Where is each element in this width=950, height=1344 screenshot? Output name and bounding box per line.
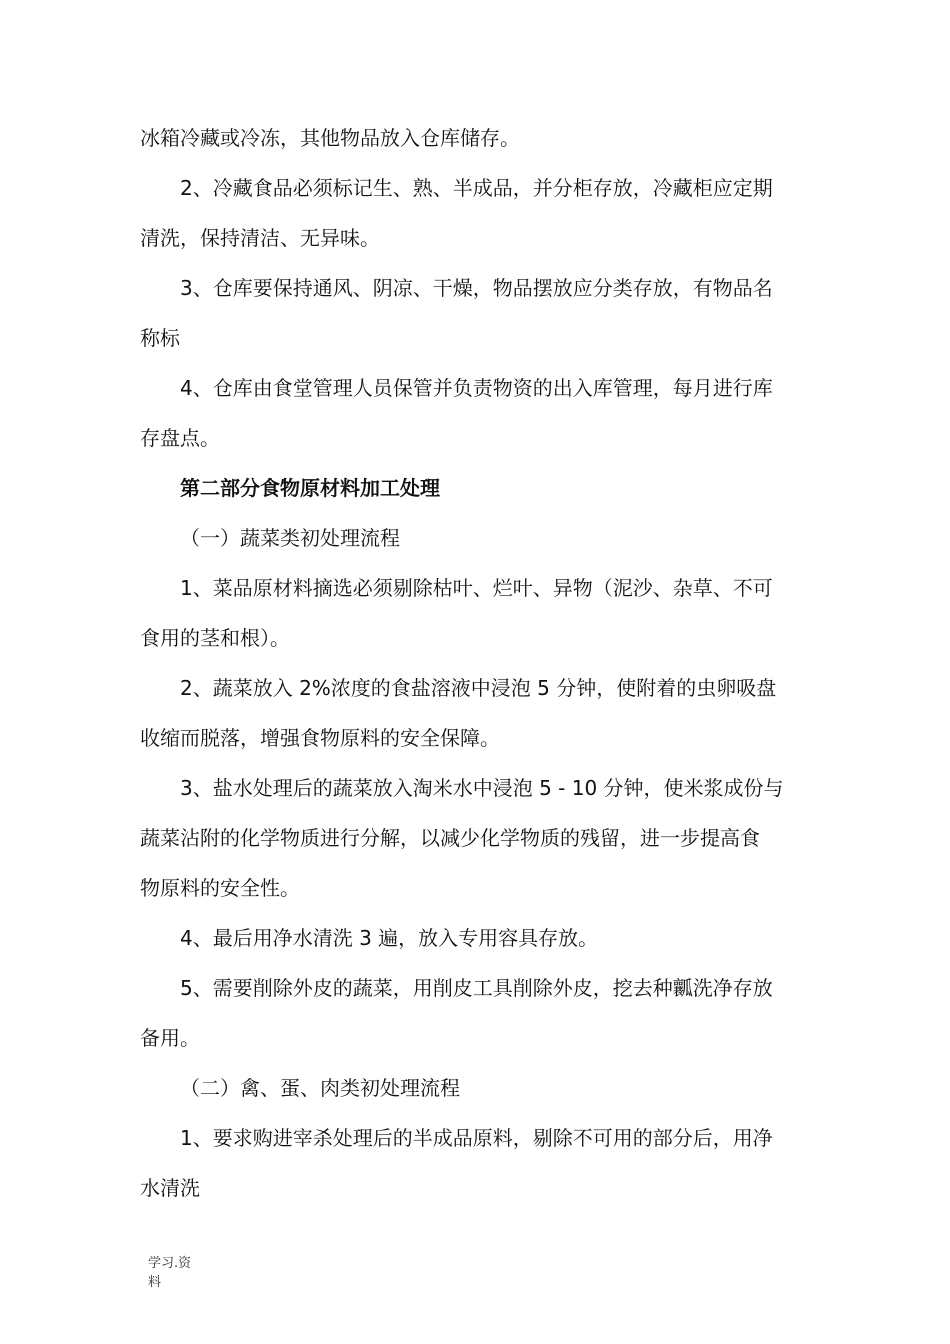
text-line: 称标 bbox=[140, 326, 180, 350]
text-line: 1、要求购进宰杀处理后的半成品原料，剔除不可用的部分后，用净 bbox=[180, 1126, 773, 1150]
text-line: 清洗，保持清洁、无异味。 bbox=[140, 226, 380, 250]
text-line: 3、盐水处理后的蔬菜放入淘米水中浸泡 5 - 10 分钟，使米浆成份与 bbox=[180, 776, 784, 800]
text-line: 3、仓库要保持通风、阴凉、干燥，物品摆放应分类存放，有物品名 bbox=[180, 276, 773, 300]
text-line: 2、冷藏食品必须标记生、熟、半成品，并分柜存放，冷藏柜应定期 bbox=[180, 176, 773, 200]
text-line: 冰箱冷藏或冷冻，其他物品放入仓库储存。 bbox=[140, 126, 520, 150]
text-line: 备用。 bbox=[140, 1026, 200, 1050]
page-footer bbox=[148, 1254, 191, 1292]
section-heading: 第二部分食物原材料加工处理 bbox=[180, 476, 440, 500]
footer-line: 料 bbox=[148, 1275, 162, 1290]
text-line: 4、最后用净水清洗 3 遍，放入专用容具存放。 bbox=[180, 926, 599, 950]
text-line: 4、仓库由食堂管理人员保管并负责物资的出入库管理，每月进行库 bbox=[180, 376, 773, 400]
subsection-heading: （二）禽、蛋、肉类初处理流程 bbox=[180, 1076, 460, 1100]
text-line: 水清洗 bbox=[140, 1176, 200, 1200]
text-line: 收缩而脱落，增强食物原料的安全保障。 bbox=[140, 726, 500, 750]
text-line: 存盘点。 bbox=[140, 426, 220, 450]
text-line: 2、蔬菜放入 2%浓度的食盐溶液中浸泡 5 分钟，使附着的虫卵吸盘 bbox=[180, 676, 777, 700]
text-line: 5、需要削除外皮的蔬菜，用削皮工具削除外皮，挖去种瓤洗净存放 bbox=[180, 976, 773, 1000]
text-line: 1、菜品原材料摘选必须剔除枯叶、烂叶、异物（泥沙、杂草、不可 bbox=[180, 576, 773, 600]
subsection-heading: （一）蔬菜类初处理流程 bbox=[180, 526, 400, 550]
text-line: 蔬菜沾附的化学物质进行分解，以减少化学物质的残留，进一步提高食 bbox=[140, 826, 760, 850]
footer-line: 学习.资 bbox=[148, 1256, 192, 1271]
text-line: 物原料的安全性。 bbox=[140, 876, 300, 900]
text-line: 食用的茎和根）。 bbox=[140, 626, 290, 650]
